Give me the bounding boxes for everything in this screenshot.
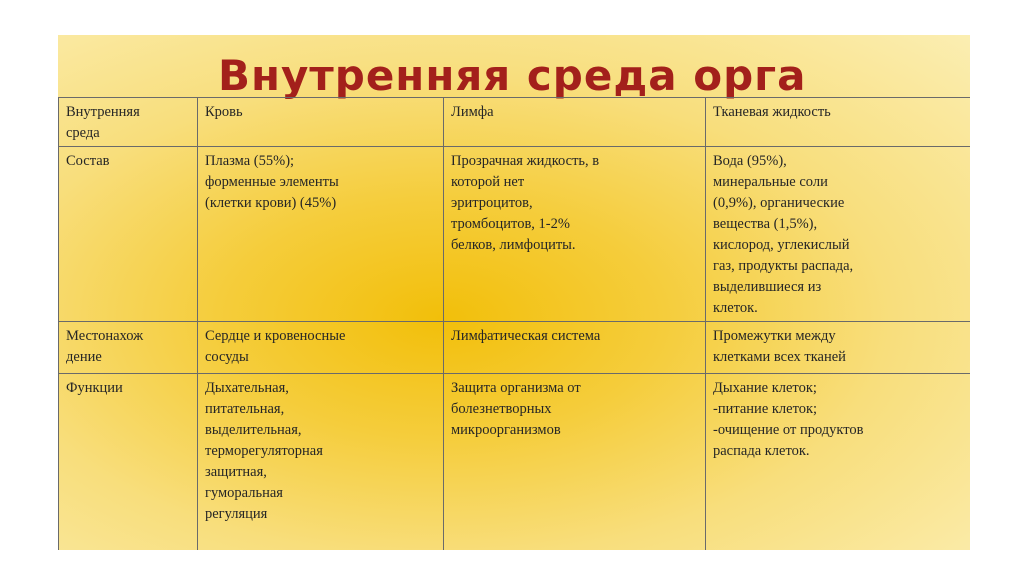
- cell-tissue-functions: Дыхание клеток; -питание клеток; -очищение от продуктов распада клеток.: [706, 374, 971, 551]
- table-row-location: [59, 322, 971, 374]
- cell-lymph-location: Лимфатическая система: [444, 322, 706, 374]
- table-header-row: [59, 98, 971, 147]
- slide-title: Внутренняя среда орга: [218, 51, 807, 100]
- cell-lymph-composition: Прозрачная жидкость, в которой нет эритроцитов, тромбоцитов, 1-2% белков, лимфоциты.: [444, 147, 706, 322]
- table-row-functions: [59, 374, 971, 551]
- cell-tissue-composition: Вода (95%), минеральные соли (0,9%), органические вещества (1,5%), кислород, углекислый газ, продукты распада, выделившиеся из клеток.: [706, 147, 971, 322]
- header-cell-blood: Кровь: [198, 98, 444, 147]
- cell-lymph-functions: Защита организма от болезнетворных микроорганизмов: [444, 374, 706, 551]
- row-label-composition: Состав: [59, 147, 198, 322]
- header-cell-lymph: Лимфа: [444, 98, 706, 147]
- cell-blood-location: Сердце и кровеносные сосуды: [198, 322, 444, 374]
- header-cell-environment: Внутренняя среда: [59, 98, 198, 147]
- slide: [58, 35, 970, 550]
- cell-tissue-location: Промежутки между клетками всех тканей: [706, 322, 971, 374]
- header-cell-tissue-fluid: Тканевая жидкость: [706, 98, 971, 147]
- table-row-composition: [59, 147, 971, 322]
- internal-environment-table: [58, 97, 970, 550]
- row-label-functions: Функции: [59, 374, 198, 551]
- cell-blood-functions: Дыхательная, питательная, выделительная, терморегуляторная защитная, гуморальная регуляция: [198, 374, 444, 551]
- row-label-location: Местонахож дение: [59, 322, 198, 374]
- cell-blood-composition: Плазма (55%); форменные элементы (клетки крови) (45%): [198, 147, 444, 322]
